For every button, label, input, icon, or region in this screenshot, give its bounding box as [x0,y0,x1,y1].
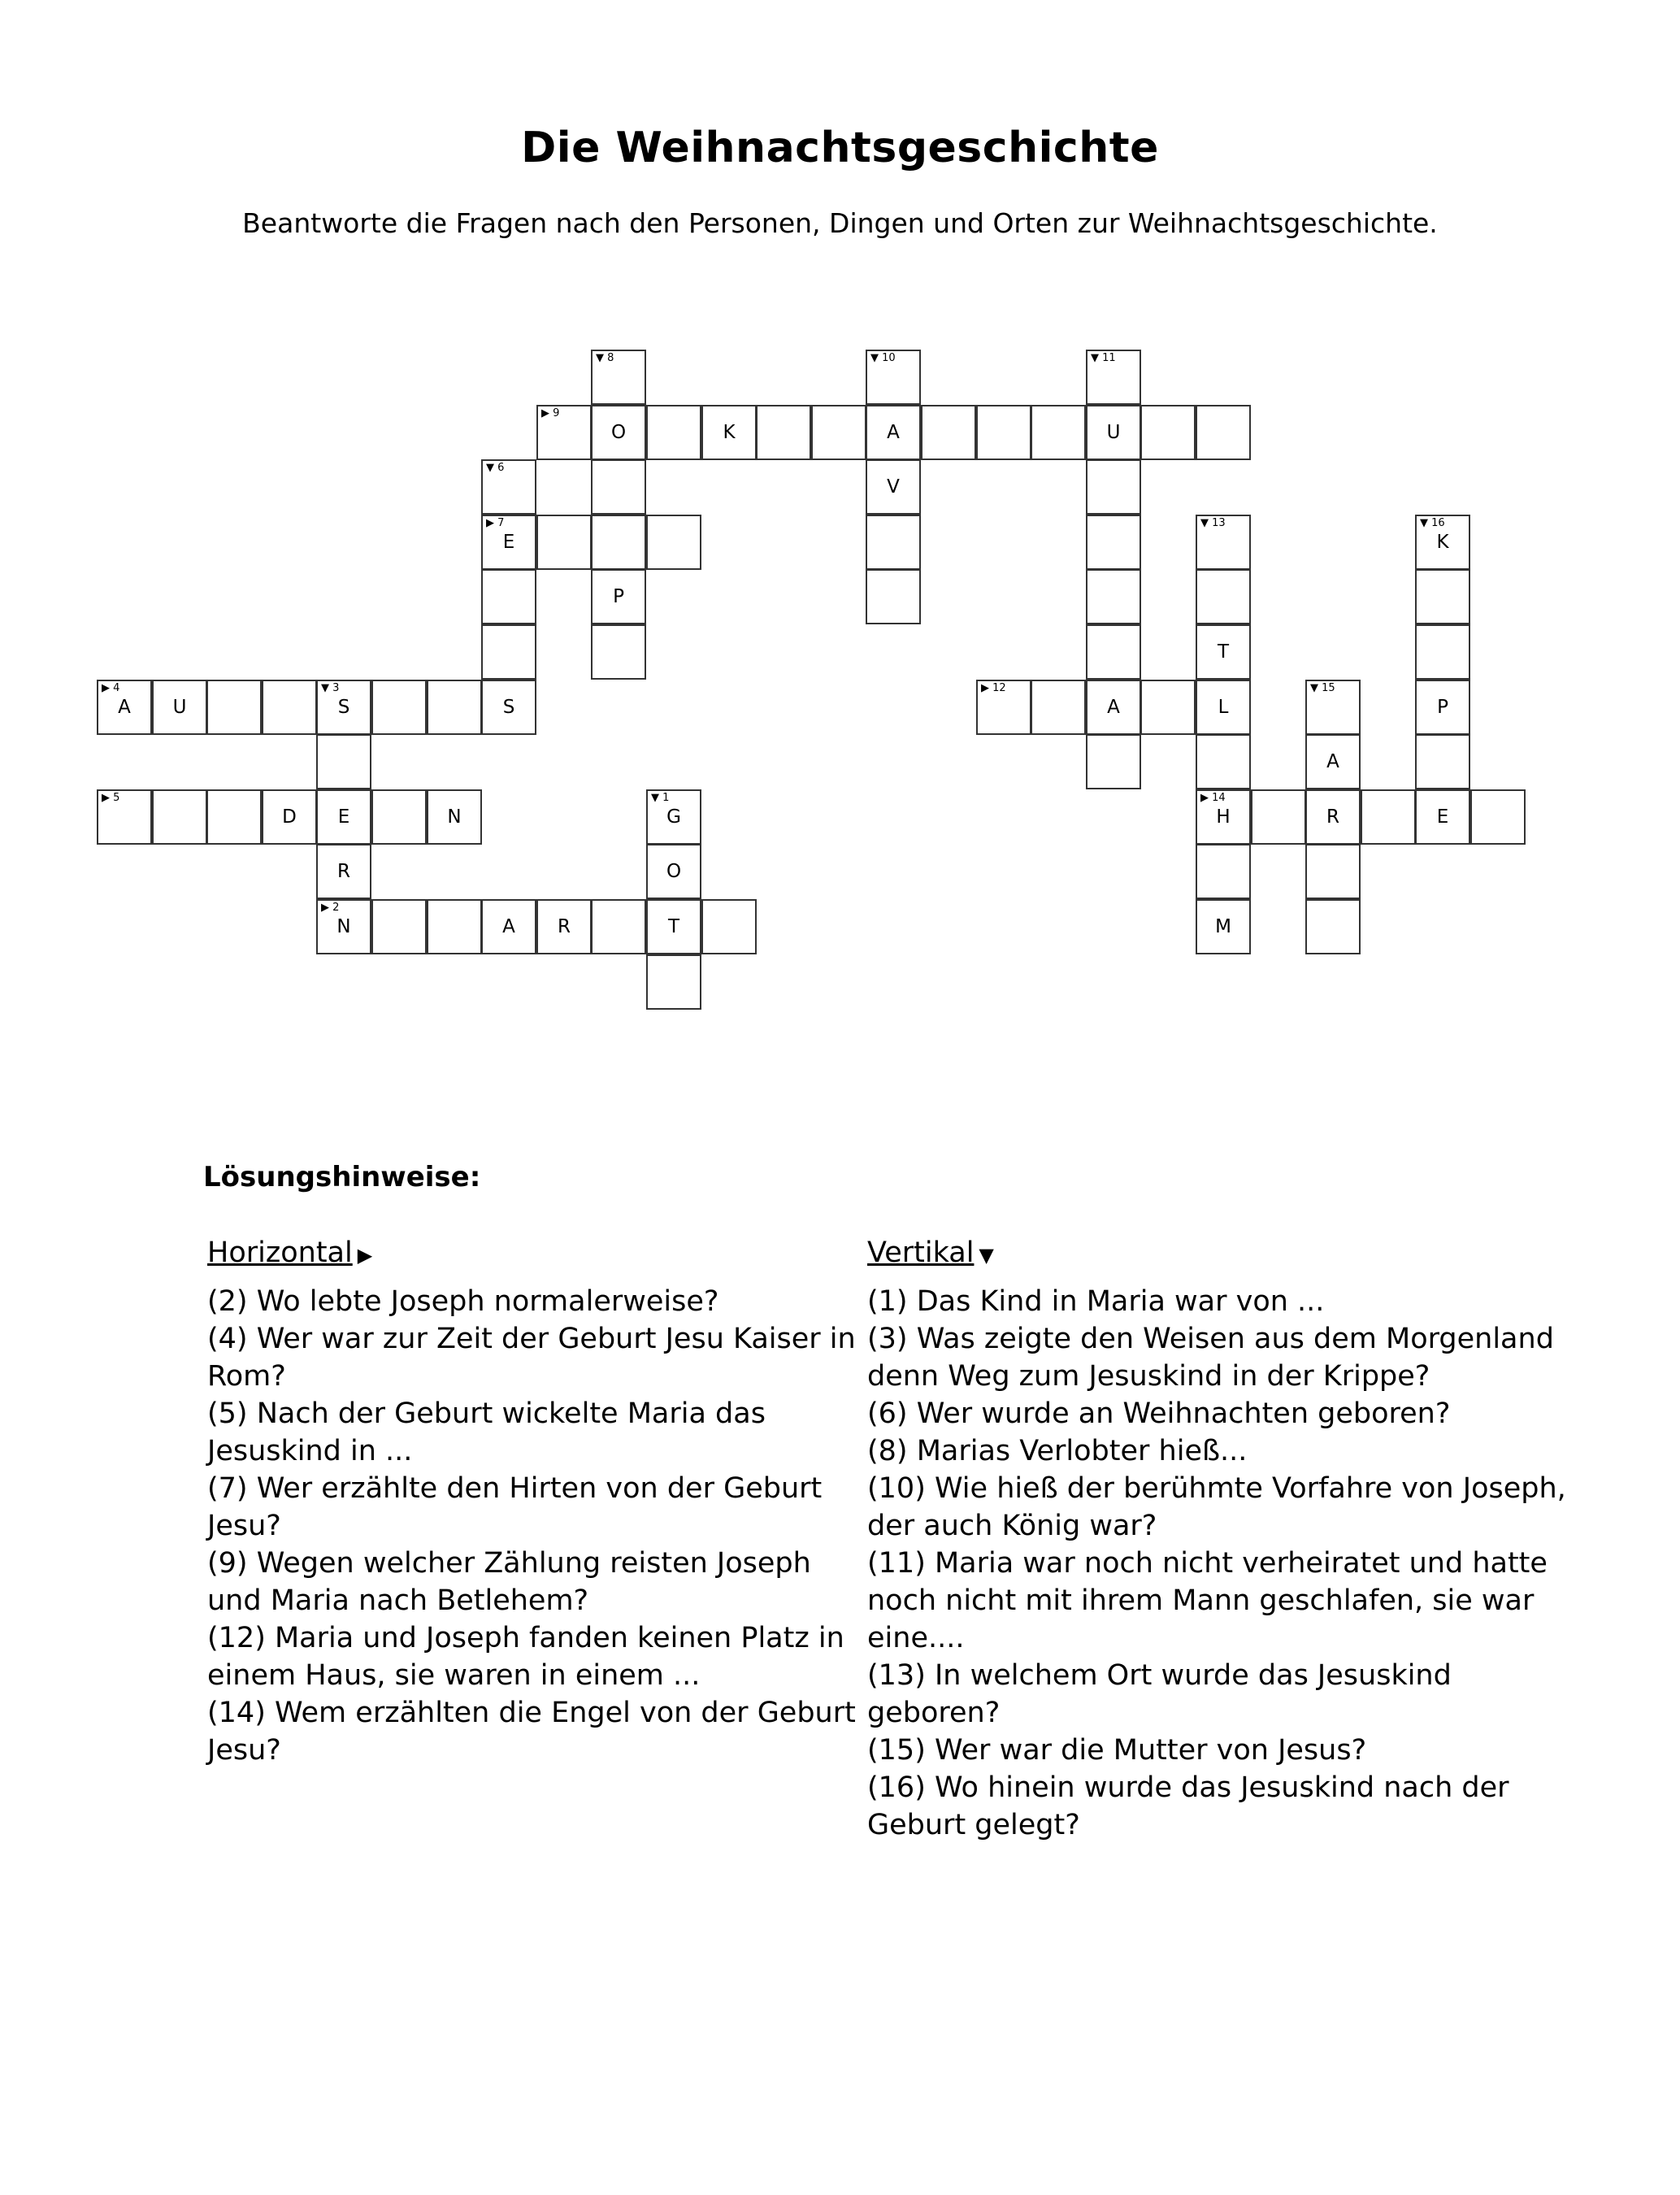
crossword-cell[interactable] [1140,405,1196,460]
crossword-cell[interactable] [921,405,976,460]
crossword-cell[interactable] [591,899,646,954]
crossword-cell[interactable] [371,680,427,735]
cell-letter: U [172,697,187,718]
crossword-cell[interactable] [1031,405,1086,460]
crossword-cell[interactable] [481,680,536,735]
vertical-clue: (10) Wie hieß der berühmte Vorfahre von Joseph, der auch König war? [867,1472,1566,1542]
crossword-cell[interactable] [1086,680,1141,735]
clue-number: ▼ 11 [1091,352,1116,364]
crossword-cell[interactable] [1305,899,1361,954]
crossword-cell[interactable] [152,680,207,735]
cell-letter: A [502,916,515,937]
clue-number: ▼ 15 [1310,682,1335,694]
vertical-clues [867,1234,1582,1844]
cell-letter: O [610,422,627,443]
crossword-cell[interactable] [481,899,536,954]
clue-number: ▼ 16 [1420,517,1445,529]
crossword-cell[interactable] [1086,405,1141,460]
crossword-cell[interactable] [1086,350,1141,405]
crossword-cell[interactable] [811,405,866,460]
crossword-cell[interactable] [591,350,646,405]
clue-number: ▶ 9 [541,407,560,419]
vertical-clue: (1) Das Kind in Maria war von ... [867,1285,1325,1318]
clue-number: ▼ 1 [651,792,670,804]
hints-heading: Lösungshinweise: [203,1161,481,1193]
cell-letter: R [337,861,350,882]
crossword-cell[interactable] [1086,515,1141,570]
vertical-clue: (6) Wer wurde an Weihnachten geboren? [867,1397,1451,1430]
clue-number: ▼ 3 [321,682,340,694]
crossword-cell[interactable] [1140,680,1196,735]
crossword-cell[interactable] [536,515,592,570]
horizontal-clue: (4) Wer war zur Zeit der Geburt Jesu Kaiser in Rom? [207,1323,856,1393]
crossword-cell[interactable] [1305,680,1361,735]
cell-letter: L [1218,697,1229,718]
crossword-cell[interactable] [1196,569,1251,624]
crossword-cell[interactable] [1415,680,1470,735]
vertical-clue: (15) Wer war die Mutter von Jesus? [867,1734,1367,1767]
cell-letter: A [1326,751,1339,772]
horizontal-clue: (2) Wo lebte Joseph normalerweise? [207,1285,719,1318]
crossword-cell[interactable] [866,459,921,515]
crossword-cell[interactable] [536,405,592,460]
cell-letter: V [887,476,900,498]
crossword-cell[interactable] [481,569,536,624]
crossword-cell[interactable] [1086,459,1141,515]
crossword-cell[interactable] [646,899,701,954]
crossword-cell[interactable] [316,789,371,845]
crossword-cell[interactable] [206,789,262,845]
cell-letter: P [1437,697,1448,718]
crossword-cell[interactable] [1305,789,1361,845]
crossword-cell[interactable] [756,405,811,460]
crossword-cell[interactable] [1196,789,1251,845]
crossword-cell[interactable] [701,899,757,954]
cell-letter: A [1107,697,1120,718]
crossword-cell[interactable] [97,789,152,845]
cell-letter: R [558,916,571,937]
horizontal-clue: (5) Nach der Geburt wickelte Maria das Jesuskind in ... [207,1397,766,1467]
crossword-cell[interactable] [1196,899,1251,954]
cell-letter: N [336,916,351,937]
crossword-cell[interactable] [1361,789,1416,845]
crossword-cell[interactable] [646,844,701,899]
crossword-cell[interactable] [316,734,371,789]
vertical-clue: (8) Marias Verlobter hieß... [867,1435,1248,1467]
crossword-cell[interactable] [866,569,921,624]
crossword-cell[interactable] [371,789,427,845]
crossword-cell[interactable] [1415,515,1470,570]
crossword-cell[interactable] [1415,624,1470,680]
clue-number: ▼ 13 [1200,517,1226,529]
vertical-clue: (13) In welchem Ort wurde das Jesuskind geboren? [867,1659,1452,1729]
crossword-cell[interactable] [536,899,592,954]
clue-number: ▶ 4 [102,682,120,694]
page-subtitle: Beantworte die Fragen nach den Personen, Dingen und Orten zur Weihnachtsgeschichte. [242,207,1438,239]
vertical-clue: (11) Maria war noch nicht verheiratet und hatte noch nicht mit ihrem Mann geschlafen, sie war eine.... [867,1547,1548,1654]
cell-letter: D [282,806,297,828]
arrow-right-icon: ▶ [357,1244,373,1267]
crossword-cell[interactable] [1415,789,1470,845]
clue-number: ▶ 12 [981,682,1006,694]
cell-letter: U [1106,422,1121,443]
vertical-heading: Vertikal [867,1237,975,1269]
cell-letter: S [502,697,515,718]
crossword-cell[interactable] [591,515,646,570]
crossword-cell[interactable] [1086,734,1141,789]
crossword-cell[interactable] [646,789,701,845]
crossword-cell[interactable] [1415,569,1470,624]
crossword-cell[interactable] [481,515,536,570]
cell-letter: K [723,422,736,443]
crossword-cell[interactable] [262,680,317,735]
horizontal-clue: (14) Wem erzählten die Engel von der Geburt Jesu? [207,1697,856,1767]
horizontal-clue: (12) Maria und Joseph fanden keinen Platz in einem Haus, sie waren in einem ... [207,1622,844,1692]
clue-number: ▼ 10 [870,352,896,364]
cell-letter: A [887,422,900,443]
crossword-cell[interactable] [1086,569,1141,624]
crossword-cell[interactable] [976,405,1031,460]
clue-number: ▶ 7 [486,517,505,529]
crossword-cell[interactable] [427,680,482,735]
crossword-cell[interactable] [481,624,536,680]
crossword-cell[interactable] [371,899,427,954]
crossword-cell[interactable] [1086,624,1141,680]
crossword-cell[interactable] [1251,789,1306,845]
clue-number: ▶ 5 [102,792,120,804]
crossword-cell[interactable] [1196,515,1251,570]
crossword-cell[interactable] [316,899,371,954]
clue-number: ▶ 14 [1200,792,1226,804]
cell-letter: T [667,916,680,937]
crossword-cell[interactable] [646,405,701,460]
crossword-cell[interactable] [591,405,646,460]
crossword-cell[interactable] [97,680,152,735]
arrow-down-icon: ▼ [979,1244,994,1267]
crossword-cell[interactable] [1196,734,1251,789]
crossword-cell[interactable] [481,459,536,515]
crossword-cell[interactable] [152,789,207,845]
crossword-cell[interactable] [1305,844,1361,899]
crossword-cell[interactable] [206,680,262,735]
clue-number: ▼ 6 [486,462,505,474]
cell-letter: E [337,806,350,828]
crossword-cell[interactable] [866,405,921,460]
crossword-cell[interactable] [866,350,921,405]
crossword-cell[interactable] [1415,734,1470,789]
horizontal-clue: (9) Wegen welcher Zählung reisten Joseph und Maria nach Betlehem? [207,1547,811,1617]
cell-letter: G [666,806,681,828]
horizontal-heading: Horizontal [207,1237,353,1269]
cell-letter: S [337,697,350,718]
crossword-cell[interactable] [427,899,482,954]
cell-letter: A [118,697,131,718]
crossword-cell[interactable] [1031,680,1086,735]
cell-letter: N [447,806,462,828]
crossword-cell[interactable] [591,624,646,680]
vertical-clue: (3) Was zeigte den Weisen aus dem Morgenland denn Weg zum Jesuskind in der Krippe? [867,1323,1554,1393]
cell-letter: O [666,861,682,882]
crossword-cell[interactable] [1196,624,1251,680]
crossword-cell[interactable] [701,405,757,460]
crossword-cell[interactable] [1305,734,1361,789]
crossword-cell[interactable] [316,680,371,735]
crossword-cell[interactable] [591,459,646,515]
cell-letter: T [1217,641,1230,663]
crossword-cell[interactable] [1470,789,1526,845]
cell-letter: M [1215,916,1231,937]
crossword-cell[interactable] [1196,405,1251,460]
cell-letter: E [502,532,515,553]
cell-letter: E [1436,806,1449,828]
crossword-cell[interactable] [427,789,482,845]
crossword-grid [0,0,1680,1057]
crossword-cell[interactable] [976,680,1031,735]
clue-number: ▼ 8 [596,352,614,364]
crossword-cell[interactable] [316,844,371,899]
crossword-cell[interactable] [1196,844,1251,899]
cell-letter: K [1436,532,1449,553]
crossword-cell[interactable] [866,515,921,570]
vertical-clue: (16) Wo hinein wurde das Jesuskind nach der Geburt gelegt? [867,1771,1509,1841]
clue-number: ▶ 2 [321,902,340,914]
crossword-cell[interactable] [262,789,317,845]
page-title: Die Weihnachtsgeschichte [521,124,1159,172]
crossword-cell[interactable] [646,515,701,570]
crossword-cell[interactable] [591,569,646,624]
cell-letter: R [1326,806,1339,828]
crossword-cell[interactable] [646,954,701,1010]
crossword-cell[interactable] [1196,680,1251,735]
cell-letter: H [1216,806,1231,828]
horizontal-clues [207,1234,857,1769]
horizontal-clue: (7) Wer erzählte den Hirten von der Geburt Jesu? [207,1472,823,1542]
cell-letter: P [613,586,624,607]
